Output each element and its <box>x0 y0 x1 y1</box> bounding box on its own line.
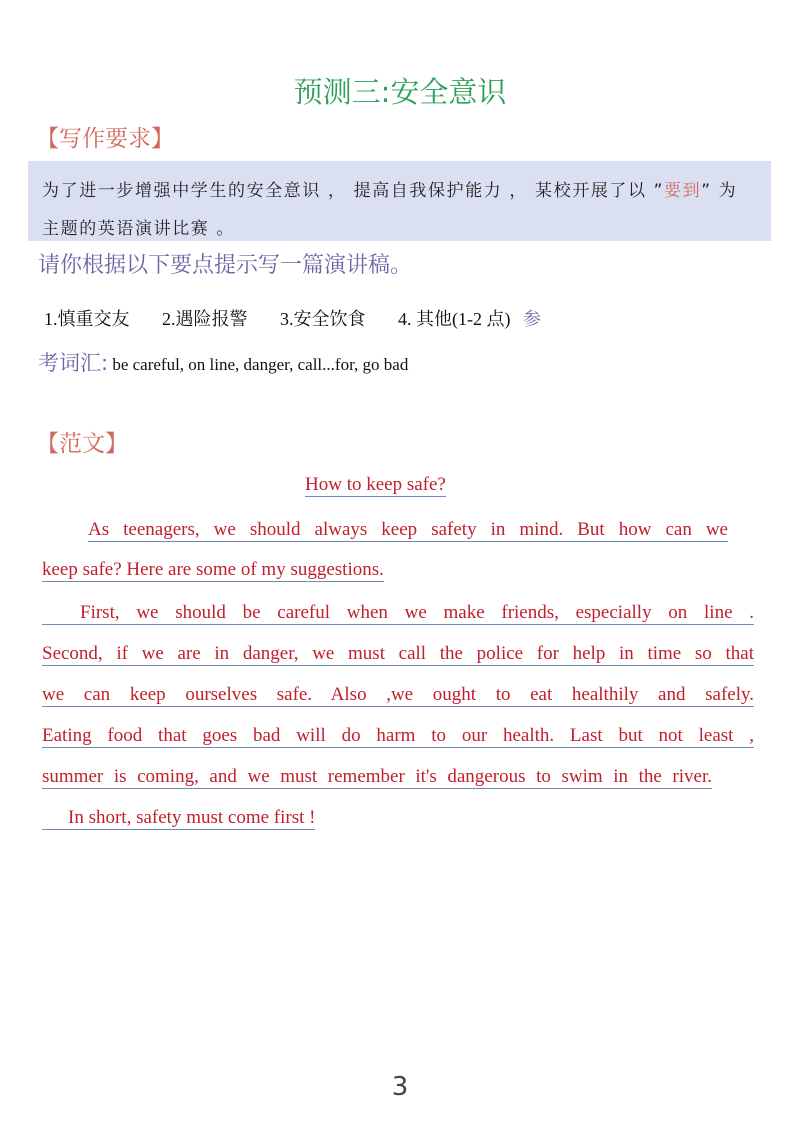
essay-line-7: summer is coming, and we must remember it's dangerous to swim in the river. <box>42 766 712 787</box>
essay-line-2: keep safe? Here are some of my suggestions. <box>42 559 384 580</box>
requirements-text: 为了进一步增强中学生的安全意识 ， 提高自我保护能力 ， 某校开展了以 ” <box>42 181 665 201</box>
essay-line-6: Eating food that goes bad will do harm to our health. Last but not least , <box>42 725 754 746</box>
instruction: 请你根据以下要点提示写一篇演讲稿。 <box>38 253 413 278</box>
page-title: 预测三:安全意识 <box>293 75 507 109</box>
essay-title: How to keep safe? <box>305 474 446 495</box>
requirements-text-end: ” 为 <box>701 181 738 201</box>
essay-line-8: In short, safety must come first ! <box>42 807 315 830</box>
theme-highlight: 要到 <box>664 181 702 201</box>
point-4: 4. 其他(1-2 点) <box>398 309 511 329</box>
essay-line-1: As teenagers, we should always keep safety in mind. But how can we <box>88 519 728 540</box>
essay-line-5: we can keep ourselves safe. Also ,we ought to eat healthily and safely. <box>42 684 754 705</box>
requirements-line-1 <box>42 176 737 201</box>
point-2: 2.遇险报警 <box>162 309 248 329</box>
point-3: 3.安全饮食 <box>280 309 366 329</box>
essay-line-4: Second, if we are in danger, we must call the police for help in time so that <box>42 643 754 664</box>
model-essay-heading: 【范文】 <box>36 431 128 457</box>
key-points <box>44 305 541 331</box>
vocab-label: 考词汇: <box>38 351 109 375</box>
vocab-line <box>38 347 408 377</box>
point-1: 1.慎重交友 <box>44 309 130 329</box>
requirements-line-2: 主题的英语演讲比赛 。 <box>42 219 236 239</box>
vocab-words: be careful, on line, danger, call...for, go bad <box>108 355 409 374</box>
essay-line-3: First, we should be careful when we make friends, especially on line . <box>42 602 754 625</box>
page-number: 3 <box>391 1072 409 1102</box>
writing-requirements-heading: 【写作要求】 <box>36 126 174 152</box>
reference-label: 参 <box>522 309 541 329</box>
